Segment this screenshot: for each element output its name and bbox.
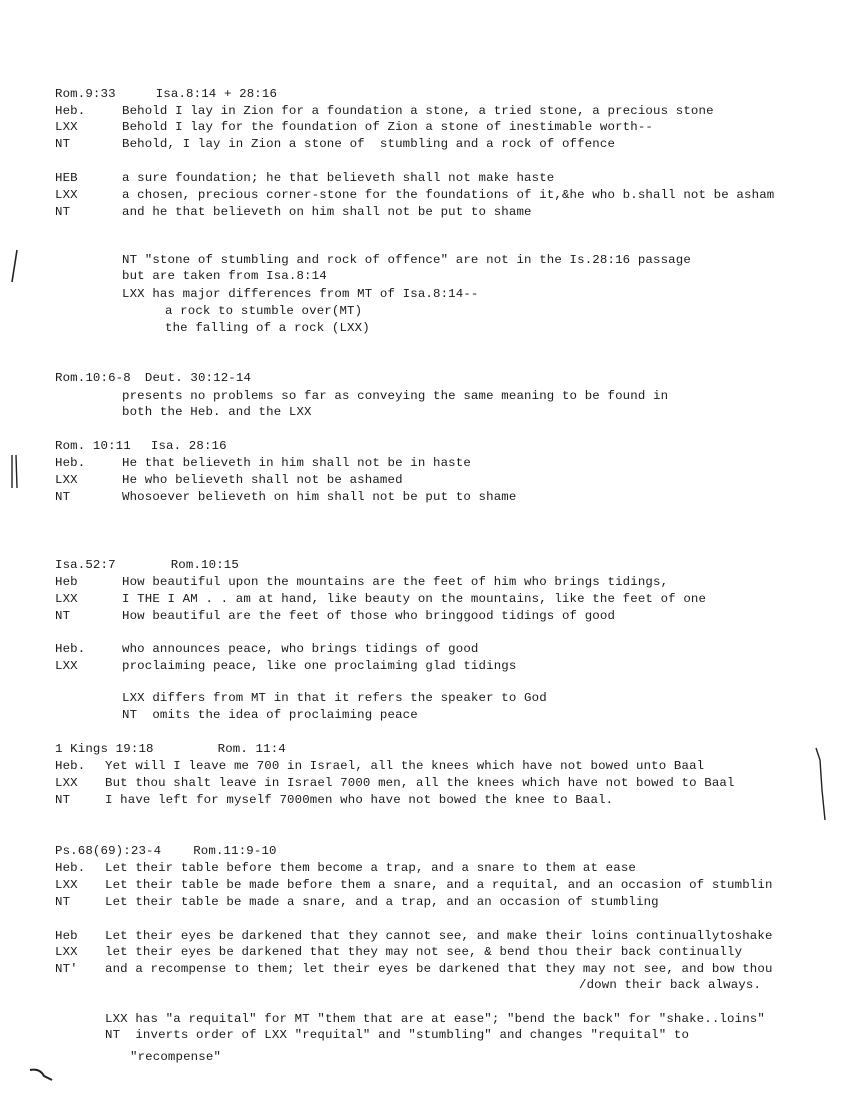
- lxx-text: He who believeth shall not be ashamed: [122, 473, 403, 487]
- note-line: NT omits the idea of proclaiming peace: [122, 708, 418, 722]
- ref-line: Rom.9:33 Isa.8:14 + 28:16: [55, 87, 278, 101]
- heb-text: Behold I lay in Zion for a foundation a stone, a tried stone, a precious stone: [122, 104, 714, 118]
- nt-text: and a recompense to them; let their eyes be darkened that they may not see, and bow thou: [105, 962, 773, 976]
- heb-label: Heb.: [55, 642, 86, 656]
- nt-label: NT: [55, 137, 71, 151]
- nt-label: NT': [55, 962, 78, 976]
- ref-line: 1 Kings 19:18 Rom. 11:4: [55, 742, 286, 756]
- note-line: presents no problems so far as conveying the same meaning to be found in: [122, 389, 669, 403]
- nt-text: Whosoever believeth on him shall not be put to shame: [122, 490, 517, 504]
- lxx-text: a chosen, precious corner-stone for the foundations of it,&he who b.shall not be asham: [122, 188, 775, 202]
- nt-label: NT: [55, 895, 71, 909]
- heb-text: He that believeth in him shall not be in haste: [122, 456, 471, 470]
- nt-text: and he that believeth on him shall not be put to shame: [122, 205, 532, 219]
- heb-text: Let their eyes be darkened that they cannot see, and make their loins continuallytoshake: [105, 929, 773, 943]
- lxx-label: LXX: [55, 592, 78, 606]
- nt-text: Let their table be made a snare, and a trap, and an occasion of stumbling: [105, 895, 659, 909]
- heb-label: HEB: [55, 171, 78, 185]
- lxx-label: LXX: [55, 878, 78, 892]
- heb-label: Heb.: [55, 861, 86, 875]
- heb-text: a sure foundation; he that believeth shall not make haste: [122, 171, 555, 185]
- note-line: NT "stone of stumbling and rock of offence" are not in the Is.28:16 passage: [122, 253, 691, 267]
- corner-squiggle-mark: [30, 1070, 52, 1080]
- lxx-label: LXX: [55, 473, 78, 487]
- note-line: the falling of a rock (LXX): [165, 321, 370, 335]
- lxx-text: But thou shalt leave in Israel 7000 men, all the knees which have not bowed to Baal: [105, 776, 735, 790]
- lxx-text: proclaiming peace, like one proclaiming glad tidings: [122, 659, 517, 673]
- note-line: "recompense": [130, 1050, 222, 1064]
- nt-text: I have left for myself 7000men who have not bowed the knee to Baal.: [105, 793, 614, 807]
- note-line: but are taken from Isa.8:14: [122, 269, 327, 283]
- heb-text: How beautiful upon the mountains are the feet of him who brings tidings,: [122, 575, 669, 589]
- heb-label: Heb: [55, 575, 78, 589]
- margin-double-bar-mark: [16, 455, 17, 488]
- heb-label: Heb: [55, 929, 78, 943]
- note-line: LXX has "a requital" for MT "them that are at ease"; "bend the back" for "shake..loins": [105, 1012, 765, 1026]
- note-line: LXX has major differences from MT of Isa.8:14--: [122, 287, 479, 301]
- note-line: a rock to stumble over(MT): [165, 304, 363, 318]
- heb-label: Heb.: [55, 759, 86, 773]
- heb-label: Heb.: [55, 456, 86, 470]
- heb-text: Let their table before them become a trap, and a snare to them at ease: [105, 861, 636, 875]
- note-line: LXX differs from MT in that it refers the speaker to God: [122, 691, 547, 705]
- nt-label: NT: [55, 793, 71, 807]
- heb-label: Heb.: [55, 104, 86, 118]
- nt-text: How beautiful are the feet of those who bringgood tidings of good: [122, 609, 616, 623]
- lxx-text: Let their table be made before them a snare, and a requital, and an occasion of stumblin: [105, 878, 773, 892]
- heb-text: who announces peace, who brings tidings of good: [122, 642, 479, 656]
- lxx-label: LXX: [55, 945, 78, 959]
- lxx-label: LXX: [55, 120, 78, 134]
- nt-continuation: /down their back always.: [579, 978, 762, 992]
- note-line: both the Heb. and the LXX: [122, 405, 312, 419]
- nt-label: NT: [55, 609, 71, 623]
- nt-label: NT: [55, 205, 71, 219]
- note-line: NT inverts order of LXX "requital" and "stumbling" and changes "requital" to: [105, 1028, 690, 1042]
- ref-line: Ps.68(69):23-4 Rom.11:9-10: [55, 844, 277, 858]
- heb-text: Yet will I leave me 700 in Israel, all the knees which have not bowed unto Baal: [105, 759, 705, 773]
- lxx-label: LXX: [55, 659, 78, 673]
- right-bracket-mark: [816, 748, 825, 820]
- lxx-label: LXX: [55, 188, 78, 202]
- lxx-text: I THE I AM . . am at hand, like beauty on the mountains, like the feet of one: [122, 592, 707, 606]
- lxx-label: LXX: [55, 776, 78, 790]
- ref-line: Rom.10:6-8 Deut. 30:12-14: [55, 371, 252, 385]
- margin-slash-mark: [12, 250, 17, 282]
- lxx-text: let their eyes be darkened that they may not see, & bend thou their back continually: [105, 945, 743, 959]
- ref-line: Rom. 10:11 Isa. 28:16: [55, 439, 227, 453]
- lxx-text: Behold I lay for the foundation of Zion a stone of inestimable worth--: [122, 120, 653, 134]
- ref-line: Isa.52:7 Rom.10:15: [55, 558, 239, 572]
- nt-label: NT: [55, 490, 71, 504]
- nt-text: Behold, I lay in Zion a stone of stumbling and a rock of offence: [122, 137, 616, 151]
